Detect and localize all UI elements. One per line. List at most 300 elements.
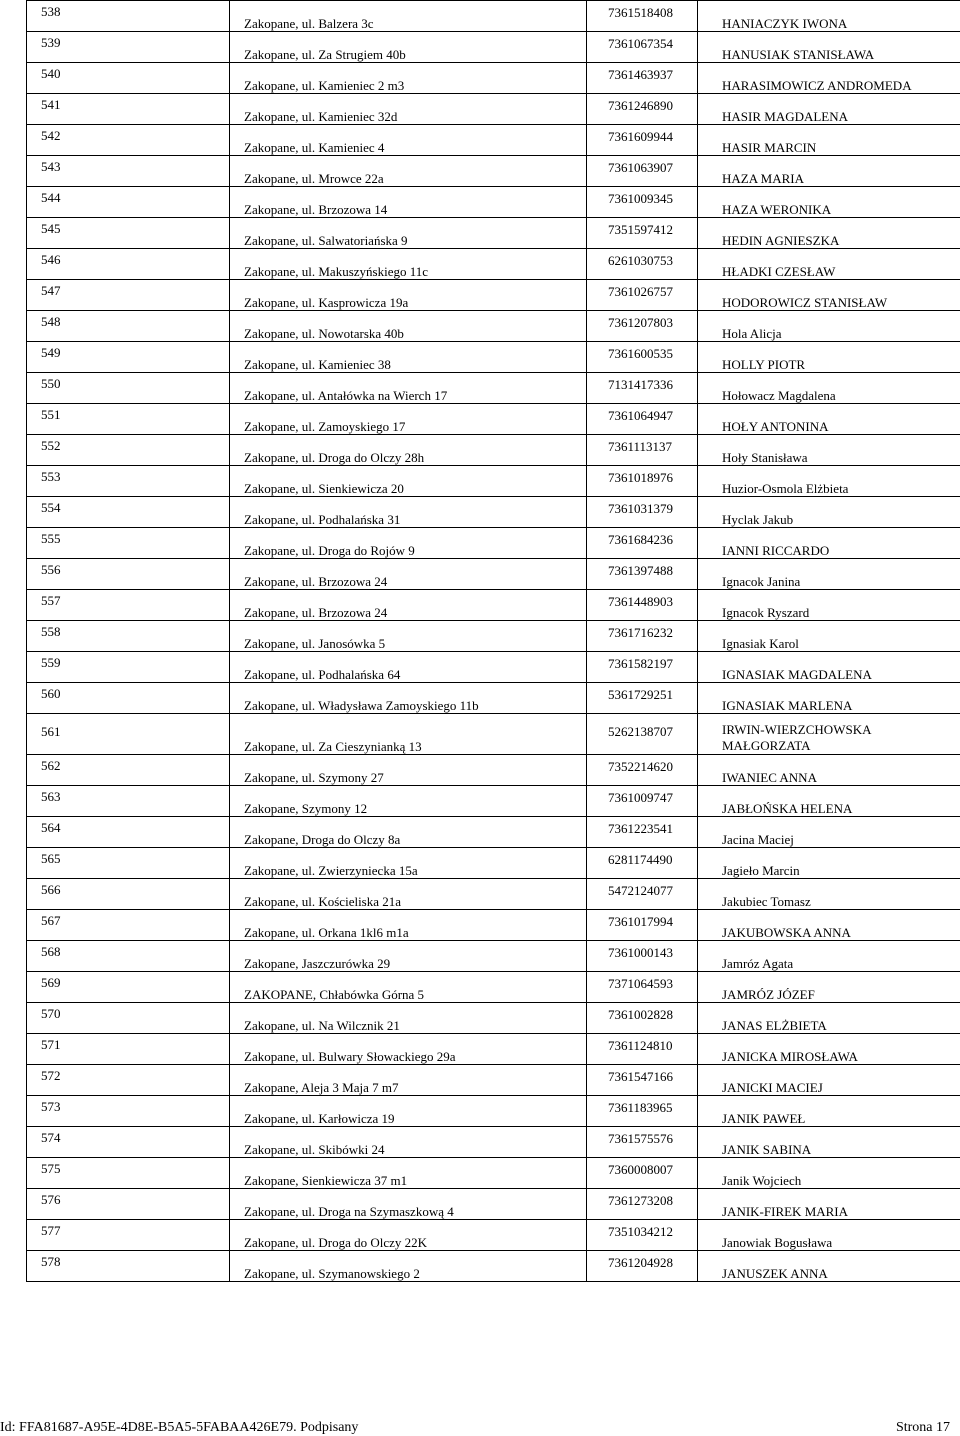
tax-id-cell xyxy=(587,373,698,404)
row-number-cell xyxy=(27,848,230,879)
name-cell xyxy=(698,373,960,404)
row-number-cell xyxy=(27,972,230,1003)
tax-id-cell-text: 6261030753 xyxy=(608,253,673,268)
row-number-cell-text: 557 xyxy=(41,593,61,608)
address-cell xyxy=(230,32,587,63)
row-number-cell xyxy=(27,590,230,621)
row-number-cell xyxy=(27,435,230,466)
name-cell xyxy=(698,1,960,32)
address-cell xyxy=(230,156,587,187)
row-number-cell xyxy=(27,342,230,373)
tax-id-cell xyxy=(587,404,698,435)
address-cell xyxy=(230,497,587,528)
address-cell xyxy=(230,817,587,848)
name-cell xyxy=(698,1127,960,1158)
tax-id-cell xyxy=(587,755,698,786)
address-cell xyxy=(230,1034,587,1065)
address-cell xyxy=(230,1220,587,1251)
table-row xyxy=(27,404,960,435)
address-cell xyxy=(230,125,587,156)
address-cell-text: Zakopane, ul. Janosówka 5 xyxy=(244,636,386,651)
name-cell-text: JANIK PAWEŁ xyxy=(722,1111,806,1126)
tax-id-cell-text: 7351597412 xyxy=(608,222,673,237)
address-cell-text: Zakopane, Droga do Olczy 8a xyxy=(244,832,401,847)
name-cell-text: Jagieło Marcin xyxy=(722,863,800,878)
table-row xyxy=(27,156,960,187)
name-cell-text: JANAS ELŻBIETA xyxy=(722,1018,827,1033)
name-cell-text: IGNASIAK MARLENA xyxy=(722,698,853,713)
name-cell-text: HAZA MARIA xyxy=(722,171,804,186)
name-cell xyxy=(698,218,960,249)
row-number-cell-text: 578 xyxy=(41,1254,61,1269)
table-row xyxy=(27,1096,960,1127)
row-number-cell xyxy=(27,249,230,280)
row-number-cell-text: 554 xyxy=(41,500,61,515)
tax-id-cell-text: 7361397488 xyxy=(608,563,673,578)
tax-id-cell-text: 7361273208 xyxy=(608,1193,673,1208)
tax-id-cell-text: 7361609944 xyxy=(608,129,673,144)
table-row xyxy=(27,972,960,1003)
tax-id-cell-text: 7361002828 xyxy=(608,1007,673,1022)
address-cell-text: Zakopane, ul. Skibówki 24 xyxy=(244,1142,385,1157)
tax-id-cell xyxy=(587,652,698,683)
table-row xyxy=(27,94,960,125)
tax-id-cell xyxy=(587,1127,698,1158)
row-number-cell xyxy=(27,910,230,941)
tax-id-cell xyxy=(587,435,698,466)
tax-id-cell-text: 7351034212 xyxy=(608,1224,673,1239)
address-cell xyxy=(230,342,587,373)
tax-id-cell xyxy=(587,941,698,972)
name-cell-text: JANUSZEK ANNA xyxy=(722,1266,828,1281)
tax-id-cell xyxy=(587,621,698,652)
row-number-cell xyxy=(27,786,230,817)
tax-id-cell-text: 7361031379 xyxy=(608,501,673,516)
row-number-cell xyxy=(27,817,230,848)
address-cell xyxy=(230,652,587,683)
tax-id-cell xyxy=(587,848,698,879)
name-cell xyxy=(698,621,960,652)
row-number-cell xyxy=(27,187,230,218)
name-cell-text: HODOROWICZ STANISŁAW xyxy=(722,295,888,310)
row-number-cell-text: 551 xyxy=(41,407,61,422)
row-number-cell-text: 556 xyxy=(41,562,61,577)
tax-id-cell-text: 7361448903 xyxy=(608,594,673,609)
name-cell xyxy=(698,1220,960,1251)
tax-id-cell xyxy=(587,1220,698,1251)
address-cell-text: Zakopane, ul. Kamieniec 38 xyxy=(244,357,391,372)
address-cell-text: Zakopane, ul. Szymanowskiego 2 xyxy=(244,1266,420,1281)
tax-id-cell-text: 5262138707 xyxy=(608,724,673,739)
row-number-cell xyxy=(27,404,230,435)
table-row xyxy=(27,1220,960,1251)
name-cell xyxy=(698,32,960,63)
tax-id-cell xyxy=(587,683,698,714)
row-number-cell xyxy=(27,466,230,497)
address-cell-text: Zakopane, ul. Sienkiewicza 20 xyxy=(244,481,404,496)
address-cell-text: Zakopane, ul. Antałówka na Wierch 17 xyxy=(244,388,448,403)
address-cell xyxy=(230,1127,587,1158)
tax-id-cell-text: 7361183965 xyxy=(608,1100,673,1115)
row-number-cell-text: 568 xyxy=(41,944,61,959)
row-number-cell-text: 571 xyxy=(41,1037,61,1052)
name-cell-text: Hyclak Jakub xyxy=(722,512,794,527)
row-number-cell xyxy=(27,755,230,786)
address-cell xyxy=(230,311,587,342)
name-cell xyxy=(698,280,960,311)
tax-id-cell-text: 7361113137 xyxy=(608,439,673,454)
tax-id-cell-text: 7361009747 xyxy=(608,790,673,805)
address-cell xyxy=(230,786,587,817)
address-cell xyxy=(230,714,587,755)
table-row xyxy=(27,373,960,404)
tax-id-cell xyxy=(587,1251,698,1282)
table-row xyxy=(27,218,960,249)
address-cell-text: Zakopane, Szymony 12 xyxy=(244,801,368,816)
tax-id-cell xyxy=(587,1158,698,1189)
name-cell-text: IGNASIAK MAGDALENA xyxy=(722,667,872,682)
name-cell-text: Hoły Stanisława xyxy=(722,450,808,465)
registry-table-body xyxy=(27,1,960,1282)
address-cell-text: Zakopane, ul. Salwatoriańska 9 xyxy=(244,233,408,248)
row-number-cell xyxy=(27,311,230,342)
tax-id-cell-text: 7361684236 xyxy=(608,532,673,547)
address-cell-text: Zakopane, ul. Droga do Rojów 9 xyxy=(244,543,415,558)
row-number-cell xyxy=(27,559,230,590)
name-cell xyxy=(698,1003,960,1034)
name-cell-text: HASIR MARCIN xyxy=(722,140,817,155)
tax-id-cell-text: 7361547166 xyxy=(608,1069,673,1084)
tax-id-cell xyxy=(587,1189,698,1220)
tax-id-cell-text: 7361600535 xyxy=(608,346,673,361)
address-cell-text: Zakopane, ul. Kamieniec 2 m3 xyxy=(244,78,405,93)
name-cell xyxy=(698,559,960,590)
table-row xyxy=(27,187,960,218)
table-row xyxy=(27,910,960,941)
row-number-cell-text: 563 xyxy=(41,789,61,804)
address-cell xyxy=(230,590,587,621)
name-cell xyxy=(698,755,960,786)
tax-id-cell-text: 5361729251 xyxy=(608,687,673,702)
table-row xyxy=(27,786,960,817)
address-cell xyxy=(230,941,587,972)
table-row xyxy=(27,466,960,497)
name-cell-text: HARASIMOWICZ ANDROMEDA xyxy=(722,78,912,93)
tax-id-cell xyxy=(587,311,698,342)
name-cell xyxy=(698,466,960,497)
address-cell-text: Zakopane, Jaszczurówka 29 xyxy=(244,956,391,971)
row-number-cell xyxy=(27,941,230,972)
table-row xyxy=(27,848,960,879)
address-cell xyxy=(230,373,587,404)
name-cell xyxy=(698,652,960,683)
page-footer xyxy=(0,1419,960,1436)
tax-id-cell-text: 5472124077 xyxy=(608,883,673,898)
row-number-cell-text: 538 xyxy=(41,4,61,19)
name-cell-text: IWANIEC ANNA xyxy=(722,770,817,785)
tax-id-cell xyxy=(587,559,698,590)
name-cell-text: HŁADKI CZESŁAW xyxy=(722,264,836,279)
name-cell xyxy=(698,817,960,848)
table-row xyxy=(27,1034,960,1065)
name-cell xyxy=(698,528,960,559)
name-cell-text: Huzior-Osmola Elżbieta xyxy=(722,481,849,496)
row-number-cell-text: 539 xyxy=(41,35,61,50)
name-cell-text: IANNI RICCARDO xyxy=(722,543,830,558)
row-number-cell-text: 572 xyxy=(41,1068,61,1083)
table-row xyxy=(27,683,960,714)
table-row xyxy=(27,1,960,32)
table-row xyxy=(27,32,960,63)
row-number-cell xyxy=(27,621,230,652)
row-number-cell xyxy=(27,652,230,683)
tax-id-cell-text: 7361124810 xyxy=(608,1038,673,1053)
tax-id-cell-text: 7361582197 xyxy=(608,656,673,671)
address-cell-text: Zakopane, ul. Balzera 3c xyxy=(244,16,374,31)
row-number-cell xyxy=(27,1189,230,1220)
address-cell xyxy=(230,187,587,218)
name-cell-text: JABŁOŃSKA HELENA xyxy=(722,801,853,816)
address-cell-text: Zakopane, ul. Zwierzyniecka 15a xyxy=(244,863,418,878)
address-cell xyxy=(230,1251,587,1282)
tax-id-cell xyxy=(587,218,698,249)
name-cell-text: HOLLY PIOTR xyxy=(722,357,806,372)
address-cell xyxy=(230,683,587,714)
name-cell-text: Ignacok Janina xyxy=(722,574,801,589)
row-number-cell-text: 541 xyxy=(41,97,61,112)
address-cell xyxy=(230,879,587,910)
name-cell-text: Ignacok Ryszard xyxy=(722,605,810,620)
name-cell-text: Janowiak Bogusława xyxy=(722,1235,833,1250)
row-number-cell xyxy=(27,1096,230,1127)
name-cell xyxy=(698,311,960,342)
table-row xyxy=(27,1158,960,1189)
address-cell xyxy=(230,972,587,1003)
row-number-cell-text: 560 xyxy=(41,686,61,701)
tax-id-cell-text: 7131417336 xyxy=(608,377,673,392)
row-number-cell-text: 577 xyxy=(41,1223,61,1238)
address-cell xyxy=(230,559,587,590)
name-cell xyxy=(698,941,960,972)
table-row xyxy=(27,435,960,466)
address-cell-text: Zakopane, ul. Mrowce 22a xyxy=(244,171,384,186)
table-row xyxy=(27,249,960,280)
row-number-cell-text: 555 xyxy=(41,531,61,546)
address-cell xyxy=(230,1189,587,1220)
tax-id-cell xyxy=(587,972,698,1003)
name-cell-text: Jakubiec Tomasz xyxy=(722,894,811,909)
row-number-cell xyxy=(27,714,230,755)
address-cell-text: Zakopane, ul. Orkana 1kl6 m1a xyxy=(244,925,409,940)
tax-id-cell-text: 7361518408 xyxy=(608,5,673,20)
row-number-cell-text: 552 xyxy=(41,438,61,453)
table-row xyxy=(27,342,960,373)
address-cell-text: Zakopane, ul. Nowotarska 40b xyxy=(244,326,404,341)
row-number-cell xyxy=(27,32,230,63)
tax-id-cell xyxy=(587,1003,698,1034)
address-cell-text: Zakopane, ul. Podhalańska 64 xyxy=(244,667,401,682)
name-cell-text: HAZA WERONIKA xyxy=(722,202,832,217)
address-cell xyxy=(230,280,587,311)
name-cell-text: JANIK SABINA xyxy=(722,1142,812,1157)
tax-id-cell-text: 7361064947 xyxy=(608,408,673,423)
row-number-cell-text: 553 xyxy=(41,469,61,484)
tax-id-cell xyxy=(587,1034,698,1065)
address-cell xyxy=(230,94,587,125)
document-id-text: Id: FFA81687-A95E-4D8E-B5A5-5FABAA426E79. Podpisany xyxy=(0,1420,359,1435)
name-cell-text: HANUSIAK STANISŁAWA xyxy=(722,47,875,62)
address-cell xyxy=(230,1096,587,1127)
row-number-cell xyxy=(27,63,230,94)
tax-id-cell xyxy=(587,910,698,941)
name-cell xyxy=(698,714,960,755)
row-number-cell-text: 545 xyxy=(41,221,61,236)
address-cell-text: ZAKOPANE, Chłabówka Górna 5 xyxy=(244,987,425,1002)
table-row xyxy=(27,63,960,94)
address-cell-text: Zakopane, ul. Bulwary Słowackiego 29a xyxy=(244,1049,456,1064)
table-row xyxy=(27,1065,960,1096)
name-cell-text: HEDIN AGNIESZKA xyxy=(722,233,840,248)
name-cell xyxy=(698,683,960,714)
name-cell-text: Hołowacz Magdalena xyxy=(722,388,836,403)
tax-id-cell-text: 7361223541 xyxy=(608,821,673,836)
name-cell xyxy=(698,1158,960,1189)
tax-id-cell xyxy=(587,879,698,910)
row-number-cell-text: 546 xyxy=(41,252,61,267)
tax-id-cell xyxy=(587,714,698,755)
address-cell xyxy=(230,755,587,786)
tax-id-cell xyxy=(587,342,698,373)
table-row xyxy=(27,528,960,559)
tax-id-cell-text: 7361067354 xyxy=(608,36,673,51)
row-number-cell xyxy=(27,879,230,910)
name-cell xyxy=(698,972,960,1003)
tax-id-cell-text: 7361017994 xyxy=(608,914,673,929)
tax-id-cell xyxy=(587,817,698,848)
row-number-cell-text: 575 xyxy=(41,1161,61,1176)
address-cell xyxy=(230,63,587,94)
address-cell-text: Zakopane, ul. Za Strugiem 40b xyxy=(244,47,406,62)
address-cell xyxy=(230,1065,587,1096)
address-cell-text: Zakopane, ul. Kościeliska 21a xyxy=(244,894,402,909)
tax-id-cell-text: 7352214620 xyxy=(608,759,673,774)
row-number-cell-text: 576 xyxy=(41,1192,61,1207)
tax-id-cell xyxy=(587,156,698,187)
tax-id-cell-text: 7361000143 xyxy=(608,945,673,960)
name-cell-text: JAKUBOWSKA ANNA xyxy=(722,925,851,940)
name-cell-text: JANICKI MACIEJ xyxy=(722,1080,823,1095)
tax-id-cell-text: 7361246890 xyxy=(608,98,673,113)
row-number-cell-text: 566 xyxy=(41,882,61,897)
address-cell-text: Zakopane, ul. Kamieniec 32d xyxy=(244,109,398,124)
address-cell xyxy=(230,848,587,879)
table-row xyxy=(27,941,960,972)
table-row xyxy=(27,280,960,311)
table-row xyxy=(27,559,960,590)
tax-id-cell-text: 7361463937 xyxy=(608,67,673,82)
row-number-cell-text: 562 xyxy=(41,758,61,773)
name-cell xyxy=(698,497,960,528)
row-number-cell-text: 549 xyxy=(41,345,61,360)
table-row xyxy=(27,1251,960,1282)
table-row xyxy=(27,879,960,910)
row-number-cell-text: 558 xyxy=(41,624,61,639)
address-cell-text: Zakopane, ul. Droga do Olczy 28h xyxy=(244,450,425,465)
tax-id-cell-text: 7361018976 xyxy=(608,470,673,485)
name-cell xyxy=(698,1096,960,1127)
name-cell xyxy=(698,786,960,817)
name-cell-text: JANIK-FIREK MARIA xyxy=(722,1204,849,1219)
tax-id-cell-text: 6281174490 xyxy=(608,852,673,867)
address-cell xyxy=(230,218,587,249)
tax-id-cell-text: 7361207803 xyxy=(608,315,673,330)
row-number-cell-text: 542 xyxy=(41,128,61,143)
row-number-cell xyxy=(27,94,230,125)
row-number-cell xyxy=(27,218,230,249)
tax-id-cell-text: 7361009345 xyxy=(608,191,673,206)
row-number-cell xyxy=(27,125,230,156)
name-cell-text: Janik Wojciech xyxy=(722,1173,802,1188)
name-cell-text: HASIR MAGDALENA xyxy=(722,109,849,124)
row-number-cell xyxy=(27,497,230,528)
tax-id-cell-text: 7361204928 xyxy=(608,1255,673,1270)
table-row xyxy=(27,755,960,786)
tax-id-cell xyxy=(587,280,698,311)
row-number-cell xyxy=(27,1003,230,1034)
address-cell-text: Zakopane, ul. Szymony 27 xyxy=(244,770,384,785)
row-number-cell xyxy=(27,1251,230,1282)
tax-id-cell xyxy=(587,466,698,497)
row-number-cell-text: 550 xyxy=(41,376,61,391)
row-number-cell xyxy=(27,528,230,559)
row-number-cell xyxy=(27,1158,230,1189)
tax-id-cell xyxy=(587,497,698,528)
name-cell xyxy=(698,1065,960,1096)
address-cell xyxy=(230,621,587,652)
address-cell-text: Zakopane, Aleja 3 Maja 7 m7 xyxy=(244,1080,399,1095)
name-cell xyxy=(698,590,960,621)
row-number-cell-text: 561 xyxy=(41,724,61,739)
address-cell-text: Zakopane, ul. Makuszyńskiego 11c xyxy=(244,264,428,279)
address-cell-text: Zakopane, ul. Zamoyskiego 17 xyxy=(244,419,406,434)
name-cell xyxy=(698,63,960,94)
row-number-cell xyxy=(27,683,230,714)
row-number-cell-text: 543 xyxy=(41,159,61,174)
row-number-cell xyxy=(27,1065,230,1096)
row-number-cell-text: 565 xyxy=(41,851,61,866)
tax-id-cell xyxy=(587,94,698,125)
table-row xyxy=(27,125,960,156)
row-number-cell xyxy=(27,1034,230,1065)
table-row xyxy=(27,1127,960,1158)
row-number-cell-text: 544 xyxy=(41,190,61,205)
tax-id-cell xyxy=(587,590,698,621)
table-row xyxy=(27,621,960,652)
address-cell-text: Zakopane, Sienkiewicza 37 m1 xyxy=(244,1173,408,1188)
table-row xyxy=(27,1189,960,1220)
address-cell xyxy=(230,404,587,435)
name-cell xyxy=(698,1189,960,1220)
address-cell-text: Zakopane, ul. Za Cieszynianką 13 xyxy=(244,739,422,754)
name-cell xyxy=(698,1034,960,1065)
tax-id-cell xyxy=(587,1,698,32)
address-cell xyxy=(230,435,587,466)
name-cell-text: JAMRÓZ JÓZEF xyxy=(722,987,815,1002)
table-row xyxy=(27,652,960,683)
row-number-cell-text: 540 xyxy=(41,66,61,81)
name-cell xyxy=(698,249,960,280)
address-cell-text: Zakopane, ul. Droga do Olczy 22K xyxy=(244,1235,428,1250)
